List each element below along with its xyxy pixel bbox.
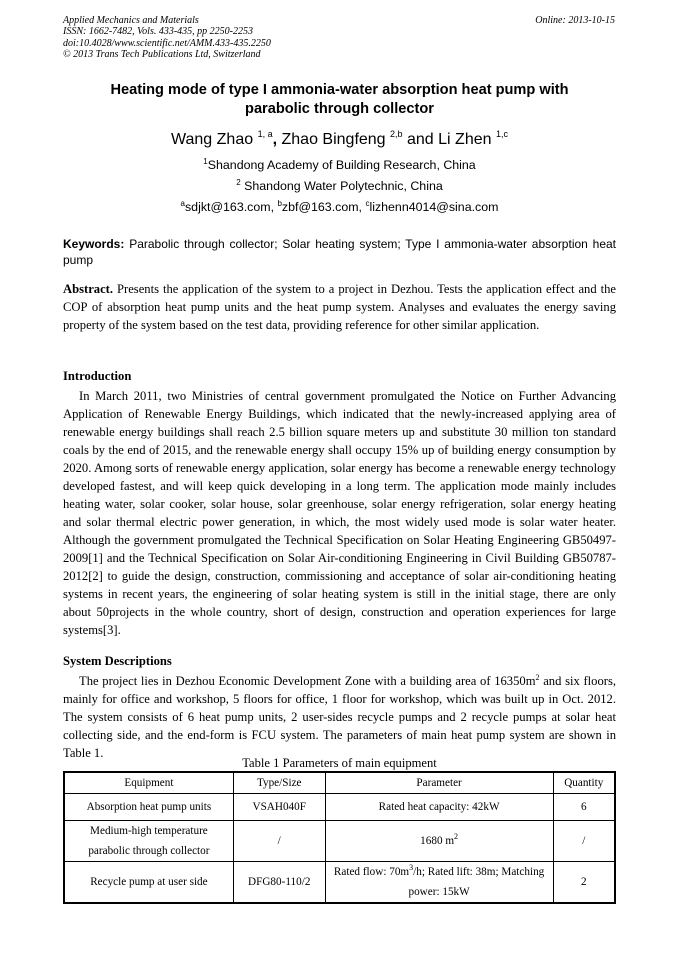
table-header-cell: Quantity <box>553 772 615 794</box>
doi-line: doi:10.4028/www.scientific.net/AMM.433-435.2250 <box>63 37 271 49</box>
table-cell: / <box>553 821 615 862</box>
keywords-label: Keywords: <box>63 237 125 251</box>
affiliation-2-text: Shandong Water Polytechnic, China <box>244 179 443 193</box>
email-c-sup: c <box>365 199 370 208</box>
abstract-label: Abstract. <box>63 282 114 296</box>
copyright-line: © 2013 Trans Tech Publications Ltd, Switzerland <box>63 49 261 61</box>
system-text-part1: The project lies in Dezhou Economic Development Zone with a building area of 16350m <box>79 674 536 688</box>
email-b: zbf@163.com, <box>281 200 362 214</box>
table-row <box>64 862 615 904</box>
table-header-row <box>64 772 615 794</box>
online-date: Online: 2013-10-15 <box>535 15 615 26</box>
title-line-2: parabolic through collector <box>245 101 434 117</box>
table-cell: Rated heat capacity: 42kW <box>325 794 553 821</box>
author-3: Li Zhen <box>438 131 492 148</box>
author-and: and <box>407 131 434 148</box>
table-cell-sup: 3 <box>409 863 414 872</box>
affiliation-1 <box>63 157 616 173</box>
table-cell <box>325 821 553 862</box>
author-1: Wang Zhao <box>171 131 254 148</box>
table-cell-line: parabolic through collector <box>88 845 210 857</box>
table-header-cell: Equipment <box>64 772 233 794</box>
author-3-sup: 1,c <box>495 129 508 139</box>
table-cell: / <box>233 821 325 862</box>
author-emails <box>63 199 616 215</box>
journal-header <box>63 15 271 61</box>
table-cell-line: Medium-high temperature <box>90 825 208 837</box>
author-2: Zhao Bingfeng <box>281 131 386 148</box>
author-list: Wang Zhao $^{1, a}$, Zhao Bingfeng $^{2,b}$ and Li Zhen $^{1,c}$ <box>171 129 508 148</box>
table-cell: VSAH040F <box>233 794 325 821</box>
table-row <box>64 821 615 862</box>
abstract-text: Presents the application of the system to a project in Dezhou. Tests the application effect and the COP of absorption heat pump units and the heat pump system. Analyses and evaluates the energy saving property of the system based on the test data, providing reference for other similar application. <box>63 282 616 332</box>
introduction-heading: Introduction <box>63 369 132 383</box>
system-text-part2: and six floors, mainly for office and workshop, 5 floors for office, 1 floor for workshop, which was built up in Oct. 2012. The system consists of 6 heat pump units, 2 user-sides recycle pumps and 2 recycle pumps at solar heat collecting side, and the end-form is FCU system. The parameters of main heat pump system are shown in Table 1. <box>63 674 616 760</box>
table-cell: 2 <box>553 862 615 904</box>
keywords <box>63 236 616 268</box>
email-b-sup: b <box>277 199 282 208</box>
issn-line: ISSN: 1662-7482, Vols. 433-435, pp 2250-2253 <box>63 26 253 38</box>
journal-name: Applied Mechanics and Materials <box>63 15 199 26</box>
table-cell: Recycle pump at user side <box>64 862 233 904</box>
affiliation-1-text: Shandong Academy of Building Research, China <box>207 158 476 172</box>
table-cell-text: /h; Rated lift: 38m; Matching power: 15kW <box>408 866 545 898</box>
affiliation-2-sup: 2 <box>236 178 241 187</box>
system-text-sup: 2 <box>535 673 540 682</box>
table-cell-text: 1680 m <box>420 835 455 847</box>
table-cell-text: Rated flow: 70m <box>333 866 410 878</box>
introduction-text: In March 2011, two Ministries of central government promulgated the Notice on Further Advancing Application of Renewable Energy Buildings, which indicated that the newly-increased applying area of renewable energy buildings shall reach 2.5 billion square meters up and substitute 30 million ton standard coals by the end of 2015, and the renewable energy shall occupy 15% up of building energy consumption by 2020. Among sorts of renewable energy application, solar energy has become a renewable energy technology developed fastest, and will keep quick developing in a long term. The application mode mainly includes heating water, solar cooker, solar house, solar greenhouse, solar energy refrigeration, solar energy heating and solar thermal electric power generation, in which, the most widely used mode is solar water heater. Although the government promulgated the Technical Specification on Solar Heating Engineering GB50497-2009[1] and the Technical Specification on Solar Air-conditioning Engineering in Civil Building GB50787-2012[2] to guide the design, construction, commissioning and acceptance of solar air-conditioning heating systems in recent years, the engineering of solar heating system is still in the initial stage, there are only about 50projects in the whole country, short of design, construction and operation experiences for large systems[3]. <box>63 389 616 637</box>
title-line-1: Heating mode of type I ammonia-water absorption heat pump with <box>110 82 569 98</box>
table-cell-sup: 2 <box>454 832 459 841</box>
table-header-cell: Type/Size <box>233 772 325 794</box>
table-caption: Table 1 Parameters of main equipment <box>242 756 437 770</box>
author-2-sup: 2,b <box>390 129 403 139</box>
table-cell: Absorption heat pump units <box>64 794 233 821</box>
abstract <box>63 280 616 334</box>
email-a: sdjkt@163.com, <box>184 200 275 214</box>
table-cell <box>64 821 233 862</box>
email-c: lizhenn4014@sina.com <box>369 200 499 214</box>
affiliation-1-sup: 1 <box>203 157 208 166</box>
parameters-table <box>63 771 616 904</box>
table-cell: DFG80-110/2 <box>233 862 325 904</box>
system-text <box>63 672 616 762</box>
affiliation-2 <box>63 178 616 194</box>
table-row <box>64 794 615 821</box>
system-heading: System Descriptions <box>63 654 172 668</box>
paper-title <box>63 81 616 119</box>
author-1-sup: 1, a <box>257 129 273 139</box>
email-a-sup: a <box>180 199 185 208</box>
keywords-text: Parabolic through collector; Solar heating system; Type I ammonia-water absorption heat pump <box>63 237 616 267</box>
table-header-cell: Parameter <box>325 772 553 794</box>
table-cell: 6 <box>553 794 615 821</box>
table-cell <box>325 862 553 904</box>
